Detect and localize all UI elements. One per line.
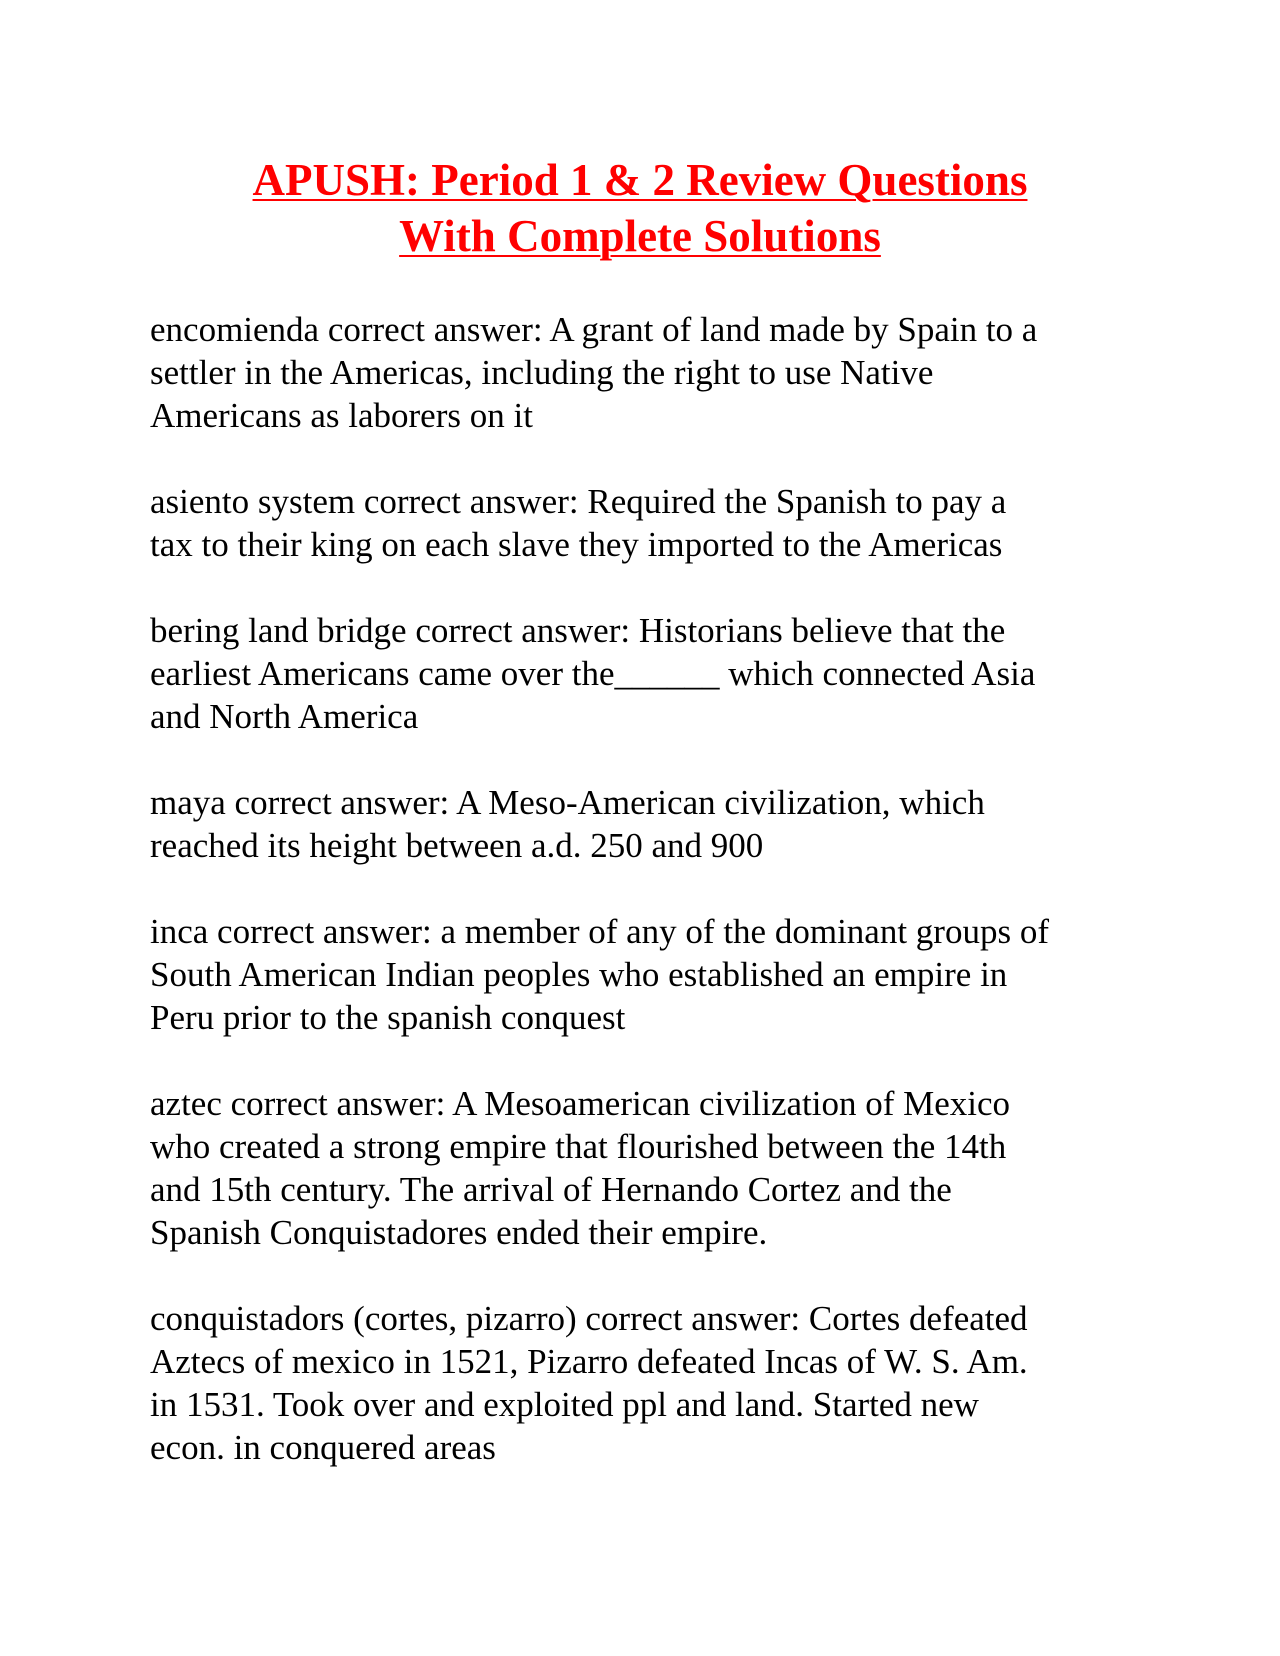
- review-entries: [150, 308, 1140, 1512]
- entry-conquistadors: conquistadors (cortes, pizarro) correct answer: Cortes defeated Aztecs of mexico in 1521, Pizarro defeated Incas of W. S. Am. in 1531. Took over and exploited ppl and land. Started new econ. in conquered areas: [150, 1299, 1028, 1467]
- entry-asiento-system: asiento system correct answer: Required the Spanish to pay a tax to their king on each slave they imported to the Americas: [150, 482, 1007, 564]
- document-title: [150, 152, 1130, 264]
- title-line: APUSH: Period 1 & 2 Review Questions: [252, 155, 1028, 205]
- entry-inca: inca correct answer: a member of any of the dominant groups of South American Indian peoples who established an empire in Peru prior to the spanish conquest: [150, 912, 1049, 1037]
- entry-maya: maya correct answer: A Meso-American civilization, which reached its height between a.d. 250 and 900: [150, 783, 985, 865]
- entry-encomienda: encomienda correct answer: A grant of land made by Spain to a settler in the Americas, including the right to use Native Americans as laborers on it: [150, 310, 1038, 435]
- entry-aztec: aztec correct answer: A Mesoamerican civilization of Mexico who created a strong empire that flourished between the 14th and 15th century. The arrival of Hernando Cortez and the Spanish Conquistadores ended their empire.: [150, 1084, 1011, 1252]
- entry-bering-land-bridge: bering land bridge correct answer: Historians believe that the earliest Americans came over the______ which connected Asia and North America: [150, 611, 1036, 736]
- title-line: With Complete Solutions: [399, 211, 881, 261]
